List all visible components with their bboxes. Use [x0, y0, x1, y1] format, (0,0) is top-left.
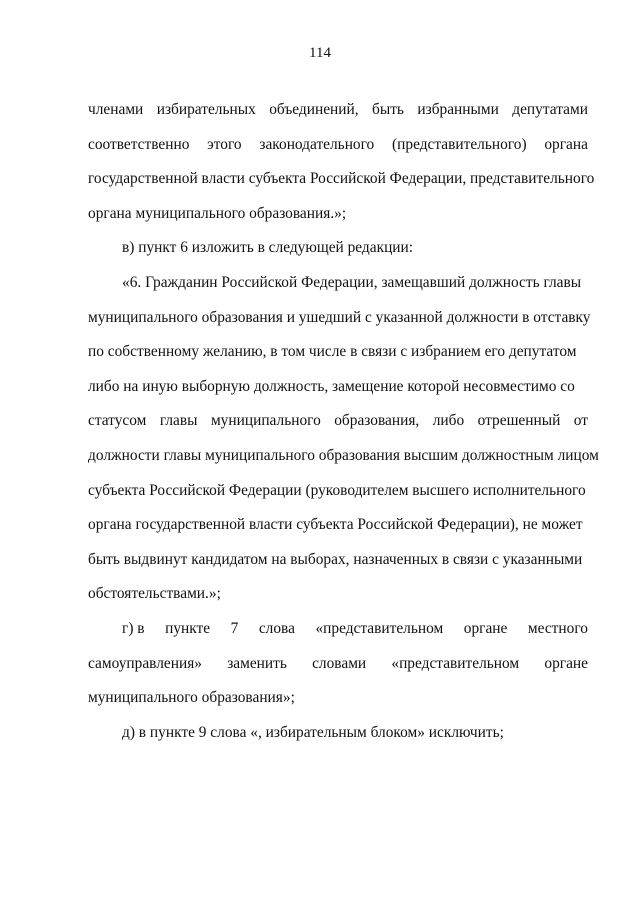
text-fragment: объединений, [269, 101, 359, 118]
text-fragment: членами [88, 101, 144, 118]
text-fragment: соответственно [88, 135, 190, 153]
text-fragment: статусом [88, 412, 147, 430]
page-number: 114 [309, 45, 331, 61]
text-fragment: субъекта Российской Федерации (руководителем высшего исполнительного [88, 481, 586, 499]
text-fragment: (представительного) [392, 135, 527, 153]
text-fragment: по собственному желанию, в том числе в связи с избранием его депутатом [88, 343, 577, 361]
text-fragment: либо [432, 412, 465, 430]
text-line [88, 197, 588, 232]
text-fragment: органе [544, 654, 588, 672]
text-line [88, 439, 599, 474]
text-fragment: отрешенный [477, 412, 561, 430]
text-fragment: органа муниципального образования.»; [88, 204, 347, 222]
text-line [88, 128, 588, 163]
text-line [88, 577, 588, 612]
text-fragment: пункте [165, 619, 211, 637]
text-fragment: «6. Гражданин Российской Федерации, замещавший должность главы [122, 273, 582, 291]
text-fragment: государственной власти субъекта Российской Федерации, представительного [88, 170, 595, 188]
text-fragment: этого [207, 135, 242, 153]
text-fragment: избирательных [156, 101, 256, 118]
text-fragment: органа государственной власти субъекта Российской Федерации), не может [88, 516, 583, 534]
text-line [88, 93, 588, 128]
text-fragment: депутатами [512, 101, 588, 118]
text-fragment: муниципального образования»; [88, 689, 295, 707]
text-fragment: органе [463, 619, 508, 637]
text-fragment: слова [258, 619, 295, 637]
text-fragment: 7 [230, 619, 239, 637]
text-fragment: «представительном [391, 654, 520, 672]
text-line [88, 301, 591, 336]
text-line [88, 543, 588, 578]
text-fragment: от [573, 412, 588, 430]
text-line [88, 231, 588, 266]
text-fragment: избранными [417, 101, 499, 118]
text-fragment: д) в пункте 9 слова «, избирательным блоком» исключить; [122, 723, 504, 741]
text-line [88, 647, 588, 682]
document-body [88, 93, 599, 750]
text-fragment: главы [159, 412, 198, 430]
text-fragment: должности главы муниципального образования высшим должностным лицом [88, 446, 599, 464]
text-fragment: быть выдвинут кандидатом на выборах, назначенных в связи с указанными [88, 550, 583, 568]
text-fragment: либо на иную выборную должность, замещение которой несовместимо со [88, 377, 575, 395]
text-line [88, 266, 588, 301]
text-line [88, 716, 588, 751]
text-line [88, 681, 588, 716]
text-fragment: местного [527, 619, 588, 637]
text-line [88, 612, 588, 647]
text-fragment: «представительном [315, 619, 444, 637]
text-line [88, 335, 588, 370]
text-fragment: законодательного [259, 135, 375, 153]
text-line [88, 404, 588, 439]
text-line [88, 474, 588, 509]
text-fragment: самоуправления» [88, 654, 202, 672]
text-fragment: заменить [227, 654, 287, 672]
text-fragment: словами [312, 654, 367, 672]
text-line [88, 508, 588, 543]
text-line [88, 370, 588, 405]
text-line [88, 162, 595, 197]
text-fragment: быть [372, 101, 404, 118]
text-fragment: в) пункт 6 изложить в следующей редакции: [122, 239, 414, 257]
text-fragment: образования, [334, 412, 420, 430]
text-fragment: г) в [122, 619, 145, 637]
text-fragment: муниципального образования и ушедший с указанной должности в отставку [88, 308, 591, 326]
text-fragment: муниципального [210, 412, 321, 430]
text-fragment: органа [544, 135, 588, 153]
text-fragment: обстоятельствами.»; [88, 585, 221, 603]
